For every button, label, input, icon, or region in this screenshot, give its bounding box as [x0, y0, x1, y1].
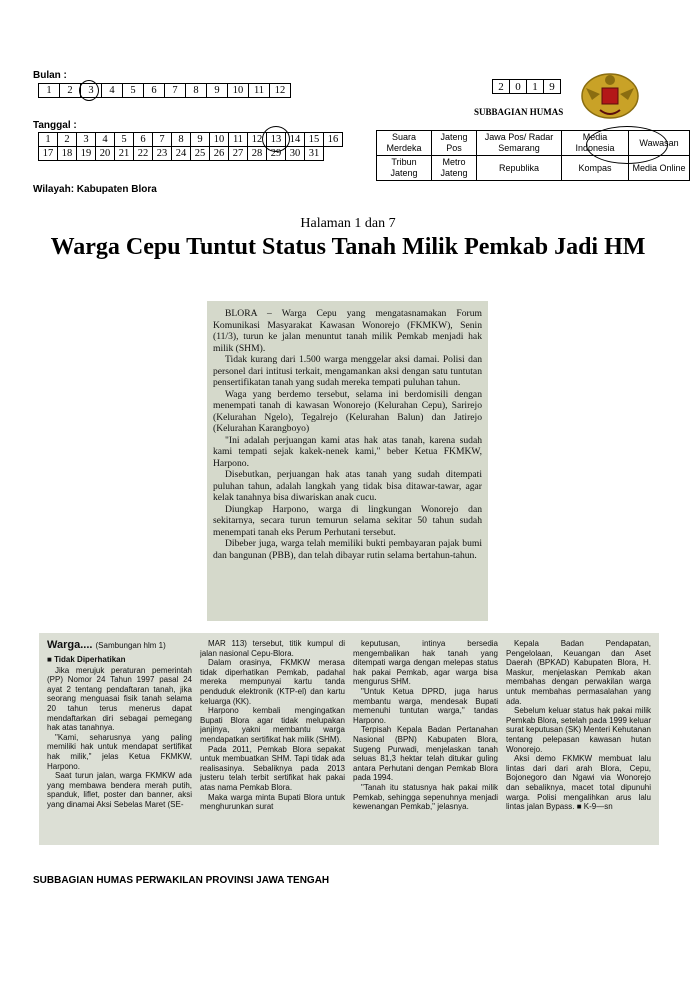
wawasan-circle [586, 126, 668, 164]
bulan-table [38, 83, 291, 98]
tanggal-cell-11: 11 [229, 133, 248, 147]
column-3 [353, 639, 498, 839]
paragraph: Sebelum keluar status hak pakai milik Pemkab Blora, setelah pada 1999 keluar surat keputusan (SK) Menteri Kehutanan tentang pelepasan kawasan hutan Wonorejo. [506, 706, 651, 754]
paragraph: Disebutkan, perjuangan hak atas tanah yang sudah ditempati puluhan tahun, adalah langkah yang tidak bisa ditawar-tawar, agar kelak tanahnya bisa diwariskan anak cucu. [213, 469, 482, 503]
bulan-cell-1: 1 [39, 84, 60, 98]
media-cell: Media Indonesia [562, 131, 629, 156]
tanggal-cell-b-10: 26 [210, 147, 229, 161]
media-cell: Tribun Jateng [377, 156, 432, 181]
continuation-sub: (Sambungan hlm 1) [95, 641, 166, 650]
tanggal-cell-b-3: 19 [77, 147, 96, 161]
bulan-cell-5: 5 [123, 84, 144, 98]
paragraph: Saat turun jalan, warga FKMKW ada yang membawa bendera merah putih, spanduk, liflet, poster dan banner, aksi yang dinamai Aksi Sebelas Maret (SE- [47, 771, 192, 809]
paragraph: keputusan, intinya bersedia mengembalikan hak tanah yang ditempati warga dengan melepas status hak pakai Pemkab, agar warga bisa mengurus SHM. [353, 639, 498, 687]
tanggal-cell-5: 5 [115, 133, 134, 147]
year-digit-2: 0 [510, 80, 527, 94]
bulan-cell-4: 4 [102, 84, 123, 98]
tanggal-cell-8: 8 [172, 133, 191, 147]
bulan-cell-11: 11 [249, 84, 270, 98]
media-cell: Wawasan [629, 131, 690, 156]
tanggal-cell-b-5: 21 [115, 147, 134, 161]
tanggal-cell-13: 13 [267, 133, 286, 147]
media-cell: Republika [477, 156, 562, 181]
news-clip-main [207, 301, 488, 621]
paragraph: Aksi demo FKMKW membuat lalu lintas dari dari arah Blora, Cepu, Bojonegoro dan Ngawi via Wonorejo dan sebaliknya, macet total dipunuhi warga. Polisi mengalihkan arus lalu lintas jalan Bypass. ■ K-9—sn [506, 754, 651, 812]
paragraph: BLORA – Warga Cepu yang mengatasnamakan Forum Komunikasi Masyarakat Kawasan Wonorejo (FKMKW), Senin (11/3), turun ke jalan menuntut tanah milik Pemkab menjadi hak milik (SHM). [213, 308, 482, 354]
paragraph: Harpono kembali mengingatkan Bupati Blora agar tidak melupakan janjinya, yakni membantu warga mendapatkan sertifikat hak milik (SHM). [200, 706, 345, 744]
paragraph: Kepala Badan Pendapatan, Pengelolaan, Keuangan dan Aset Daerah (BPKAD) Kabupaten Blora, H. Maskur, menjelaskan Pemkab akan membahas dengan perwakilan warga untuk membahas permasalahan yang ada. [506, 639, 651, 706]
tanggal-cell-b-2: 18 [58, 147, 77, 161]
paragraph: Tidak kurang dari 1.500 warga menggelar aksi damai. Polisi dan personel dari intitusi terkait, mengamankan aksi dengan satu tuntutan pensertifikatan tanah yang sudah mereka tempati puluhan tahun. [213, 354, 482, 388]
tanggal-cell-b-15: 31 [305, 147, 324, 161]
column-2 [200, 639, 345, 839]
tanggal-cell-b-13: 29 [267, 147, 286, 161]
column-4 [506, 639, 651, 839]
article-title: Warga Cepu Tuntut Status Tanah Milik Pemkab Jadi HM [50, 234, 646, 260]
paragraph: "Ini adalah perjuangan kami atas hak atas tanah, karena sudah kami tempati sejak kakek-nenek kami," beber Ketua FKMKW, Harpono. [213, 434, 482, 469]
tanggal-cell-b-14: 30 [286, 147, 305, 161]
tanggal-cell-b-11: 27 [229, 147, 248, 161]
page-number: Halaman 1 dan 7 [300, 216, 396, 231]
media-cell: Media Online [629, 156, 690, 181]
year-digit-3: 1 [527, 80, 544, 94]
subbagian-humas: SUBBAGIAN HUMAS [474, 107, 564, 117]
tanggal-cell-9: 9 [191, 133, 210, 147]
bulan-cell-6: 6 [144, 84, 165, 98]
tanggal-cell-16: 16 [324, 133, 343, 147]
media-cell: Jateng Pos [432, 131, 477, 156]
bulan-cell-9: 9 [207, 84, 228, 98]
bulan-cell-8: 8 [186, 84, 207, 98]
tanggal-cell-12: 12 [248, 133, 267, 147]
media-cell: Metro Jateng [432, 156, 477, 181]
tanggal-cell-b-9: 25 [191, 147, 210, 161]
tanggal-cell-4: 4 [96, 133, 115, 147]
paragraph: Maka warga minta Bupati Blora untuk menghurunkan surat [200, 792, 345, 812]
tanggal-table [38, 132, 343, 161]
bulan-cell-2: 2 [60, 84, 81, 98]
column-1 [47, 639, 192, 839]
tanggal-cell-14: 14 [286, 133, 305, 147]
media-cell: Kompas [562, 156, 629, 181]
tanggal-cell-b-1: 17 [39, 147, 58, 161]
paragraph: Jika merujuk peraturan pemerintah (PP) Nomor 24 Tahun 1997 pasal 24 ayat 2 tentang pendaftaran tanah, jika seorang menguasai fisik tanah selama 20 tahun terus menerus dapat mendaftarkan diri sebagai pemegang hak atas tanahnya. [47, 665, 192, 733]
footer: SUBBAGIAN HUMAS PERWAKILAN PROVINSI JAWA TENGAH [33, 875, 330, 886]
year-digit-1: 2 [493, 80, 510, 94]
tanggal-label: Tanggal : [33, 120, 77, 131]
subhead: Tidak Diperhatikan [54, 655, 126, 664]
paragraph: Terpisah Kepala Badan Pertanahan Nasional (BPN) Kabupaten Blora, Sugeng Purwadi, menjelaskan tanah seluas 81,3 hektar telah ditukar guling antara Perhutani dengan Pemkab Blora pada 1994. [353, 725, 498, 783]
tanggal-circle [262, 126, 290, 152]
year-table [492, 79, 561, 94]
paragraph: Dibeber juga, warga telah memiliki bukti pembayaran pajak bumi dan bangunan (PBB), dan telah dibayar rutin selama bertahun-tahun. [213, 538, 482, 561]
paragraph: Waga yang berdemo tersebut, selama ini berdomisili dengan menempati tanah di kawasan Wonorejo (Kelurahan Cepu), Sarirejo (Kelurahan Ngelo), Tegalrejo (Kelurahan Balun) dan Jatirejo (Kelurahan Karangboyo) [213, 388, 482, 434]
year-digit-4: 9 [544, 80, 561, 94]
tanggal-cell-b-6: 22 [134, 147, 153, 161]
tanggal-cell-7: 7 [153, 133, 172, 147]
bulan-cell-10: 10 [228, 84, 249, 98]
tanggal-cell-2: 2 [58, 133, 77, 147]
bulan-cell-12: 12 [270, 84, 291, 98]
paragraph: "Tanah itu statusnya hak pakai milik Pemkab, sehingga sepenuhnya menjadi kewenangan Pemkab," jelasnya. [353, 782, 498, 812]
paragraph: Dalam orasinya, FKMKW merasa tidak diperhatikan Pemkab, padahal mereka mempunyai kartu tanda penduduk elektronik (KTP-el) dan kartu keluarga (KK). [200, 658, 345, 706]
wilayah: Wilayah: Kabupaten Blora [33, 184, 157, 195]
tanggal-cell-b-4: 20 [96, 147, 115, 161]
paragraph: Diungkap Harpono, warga di lingkungan Wonorejo dan sekitarnya, secara turun temurun selama sekitar 50 tahun sudah menempati tanah eks Perum Perhutani tersebut. [213, 503, 482, 538]
bulan-cell-7: 7 [165, 84, 186, 98]
tanggal-cell-3: 3 [77, 133, 96, 147]
paragraph: Pada 2011, Pemkab Blora sepakat untuk membuatkan SHM. Tapi tidak ada realisasinya. Sebaliknya pada 2013 justeru telah terbit sertifikat hak pakai atas nama Pemkab Blora. [200, 744, 345, 792]
tanggal-cell-6: 6 [134, 133, 153, 147]
media-cell: Suara Merdeka [377, 131, 432, 156]
tanggal-cell-b-8: 24 [172, 147, 191, 161]
paragraph: "Untuk Ketua DPRD, juga harus membantu warga, mendesak Bupati memenuhi tuntutan warga," tandas Harpono. [353, 686, 498, 725]
paragraph: MAR 113) tersebut, titik kumpul di jalan nasional Cepu-Blora. [200, 639, 345, 658]
tanggal-cell-b-12: 28 [248, 147, 267, 161]
media-cell: Jawa Pos/ Radar Semarang [477, 131, 562, 156]
tanggal-cell-15: 15 [305, 133, 324, 147]
paragraph: "Kami, seharusnya yang paling memiliki hak untuk mendapat sertifikat hak milik," jelas Ketua FKMKW, Harpono. [47, 732, 192, 771]
tanggal-cell-10: 10 [210, 133, 229, 147]
bulan-label: Bulan : [33, 70, 67, 81]
bulan-cell-3: 3 [81, 84, 102, 98]
bulan-circle [79, 80, 99, 101]
subhead-bullet-icon: ■ [47, 655, 55, 664]
garuda-emblem-icon [578, 66, 642, 122]
tanggal-cell-b-7: 23 [153, 147, 172, 161]
continuation-heading: Warga.... [47, 639, 93, 651]
news-clip-continuation [39, 633, 659, 845]
tanggal-cell-1: 1 [39, 133, 58, 147]
